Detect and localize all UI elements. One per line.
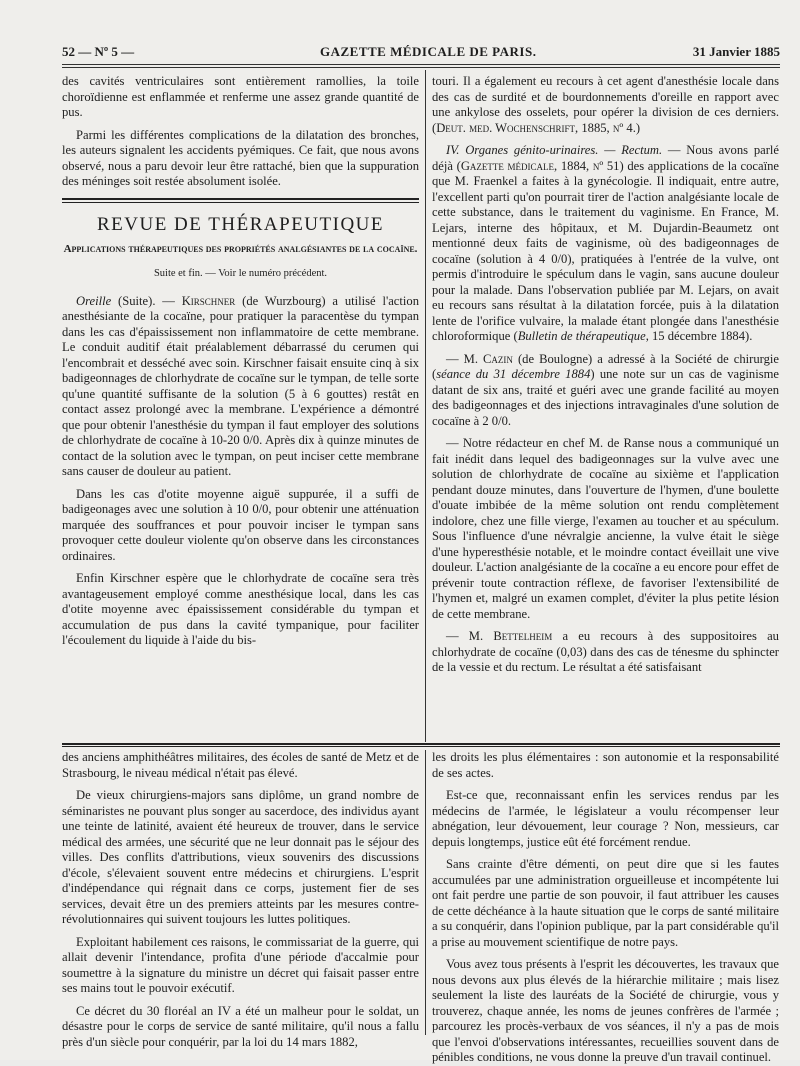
running-header (62, 44, 780, 62)
feuilleton-rule-thin (62, 746, 780, 747)
paragraph: Dans les cas d'otite moyenne aiguë suppurée, il a suffi de badigeonages avec une solution à 10 0/0, pour obtenir une atténuation marquée des souffrances et pour pouvoir inciser le tympan sans provoquer cette douleur violente qu'on observe dans les circonstances ordinaires. (62, 486, 419, 563)
author-name: Kirschner (181, 293, 236, 308)
author-name: Bettelheim (493, 629, 553, 643)
feuilleton-right-column (432, 750, 779, 1064)
paragraph: — M. Cazin (de Boulogne) a adressé à la Société de chirurgie (séance du 31 décembre 1884) une note sur un cas de vaginisme datant de six ans, traité et guéri avec une grande facilité au moyen des badigeonnages et des injections intravaginales d'une solution de cocaïne à 2 0/0. (432, 351, 779, 428)
right-column (432, 74, 779, 742)
paragraph: Oreille (Suite). — Kirschner (de Wurzbourg) a utilisé l'action anesthésiante de la cocaïne, pour pratiquer la paracentèse du tympan dans les cas d'épaississement non inflammatoire de cette membrane. Le conduit auditif était préalablement débarrassé du cerumen qui l'encombrait et desséché avec soin. Kirschner faisait ensuite cinq à six badigeonnages de chlorhydrate de cocaïne sur le tympan, de telle sorte qu'une quantité suffisante de la solution (5 à 6 gouttes) restât en contact assez prolongé avec la membrane. L'expérience a démontré que pour obtenir l'anesthésie du tympan il faut employer des solutions de chlorhydrate de cocaïne à 10-20 0/0. Après dix à quinze minutes de contact de la solution avec le tympan, on peut inciser cette membrane sans causer de douleur au patient. (62, 293, 419, 478)
continuation-note: Suite et fin. — Voir le numéro précédent. (153, 268, 328, 279)
paragraph: Sans crainte d'être démenti, on peut dire que si les fautes accumulées par une administration orgueilleuse et incompétente lui ont fait perdre une partie de son pouvoir, il faut attribuer les causes de cette déchéance à la haute situation que le corps de santé militaire a su conquérir, dans l'opinion publique, par la part considérable qu'il a prise au mouvement scientifique de notre pays. (432, 857, 779, 949)
subsection-heading: IV. Organes génito-urinaires. — Rectum. (446, 143, 663, 157)
column-divider (425, 70, 426, 742)
feuilleton-rule (62, 743, 780, 745)
paragraph: De vieux chirurgiens-majors sans diplôme, un grand nombre de séminaristes ne pouvant plus songer au sacerdoce, des individus ayant une teinte de latinité, avaient été heureux de trouver, dans le service médical des armées, une sécurité que ne leur donnait pas le séjour des villes. Des conflits d'attributions, vieux souvenirs des discussions d'école, s'élevaient souvent entre médecins et chirurgiens. L'esprit d'indépendance qui régnait dans ce corps, justement fier de ses services, devait être un des premiers atteints par les mesures contre-révolutionnaires qui suivent toujours les luttes politiques. (62, 788, 419, 926)
left-column (62, 74, 419, 742)
feuilleton-left-column (62, 750, 419, 1049)
citation: Gazette médicale, 1884, nº 51 (460, 158, 620, 173)
paragraph: Est-ce que, reconnaissant enfin les services rendus par les médecins de l'armée, le législateur a voulu récompenser leur abnégation, leur dévouement, leur courage ? Non, messieurs, car depuis longtemps, justice eût été forcément rendue. (432, 788, 779, 849)
paragraph: Enfin Kirschner espère que le chlorhydrate de cocaïne sera très avantageusement employé comme anesthésique local, dans les cas d'otite moyenne avec épaississement considérable du tympan et accumulation de pus dans la cavité tympanique, pour faciliter l'écoulement du liquide à l'aide du bis- (62, 571, 419, 647)
section-title: REVUE DE THÉRAPEUTIQUE (96, 213, 384, 235)
author-name: Cazin (483, 351, 513, 366)
issue-date: 31 Janvier 1885 (692, 44, 780, 59)
section-subtitle: Applications thérapeutiques des propriétés analgésiantes de la cocaïne. (63, 243, 418, 255)
paragraph: Parmi les différentes complications de la dilatation des bronches, les auteurs signalent les accidents pyémiques. Ce fait, que nous avons observé, nous a paru devoir leur être rattaché, bien que la suppuration des méninges soit restée absolument isolée. (62, 127, 419, 188)
section-rule-thin (62, 202, 419, 203)
citation: Bulletin de thérapeutique (517, 329, 646, 343)
page-number: 52 — Nº 5 — (62, 44, 135, 59)
paragraph: les droits les plus élémentaires : son autonomie et la responsabilité de ses actes. (432, 750, 779, 780)
paragraph: des cavités ventriculaires sont entièrement ramollies, la toile choroïdienne est enflammée et renferme une assez grande quantité de pus. (62, 74, 419, 119)
column-divider-bottom (425, 750, 426, 1035)
header-rule-thin (62, 67, 780, 68)
header-rule (62, 64, 780, 65)
paragraph: touri. Il a également eu recours à cet agent d'anesthésie locale dans des cas de surdité et de bourdonnements d'oreille en rapport avec une ankylose des osselets, pour opérer la division de ces derniers. (Deut. med. Wochenschrift, 1885, nº 4.) (432, 74, 779, 135)
citation: Deut. med. Wochenschrift, 1885, nº 4 (436, 120, 633, 135)
paragraph: IV. Organes génito-urinaires. — Rectum. — Nous avons parlé déjà (Gazette médicale, 1884, nº 51) des applications de la cocaïne que M. Fraenkel a faites à la gynécologie. Il indiquait, entre autre, l'excellent parti qu'on pourrait tirer de l'action analgésiante locale de cette substance, dans le traitement du vaginisme. En France, M. Lejars, interne des hôpitaux, et M. Dujardin-Beaumetz ont mentionné deux faits de vaginisme, où des badigeonnages de cocaïne (solution à 4 0/0), pratiquées à l'entrée de la vulve, ont permis d'introduire le spéculum dans le vagin, sans aucune douleur pour la malade. Dans l'observation publiée par M. Lejars, on avait eu recours sans résultat à la dilatation forcée, puis à la dilatation lente de l'orifice vulvaire, la malade étant plongée dans l'anesthésie chloroformique (Bulletin de thérapeutique, 15 décembre 1884). (432, 143, 780, 343)
paragraph: — M. Bettelheim a eu recours à des suppositoires au chlorhydrate de cocaïne (0,03) dans des cas de ténesme du sphincter de la vessie et du rectum. Le résultat a été satisfaisant (432, 629, 779, 674)
section-rule (62, 198, 419, 200)
paragraph: des anciens amphithéâtres militaires, des écoles de santé de Metz et de Strasbourg, le niveau médical n'était pas élevé. (62, 750, 419, 780)
paragraph: Vous avez tous présents à l'esprit les découvertes, les travaux que nous devons aux plus élevés de la hiérarchie militaire ; mais lisez seulement la liste des lauréats de la Société de chirurgie, vous y trouverez, chaque année, les noms de jeunes confrères de l'armée ; parcourez les procès-verbaux de vos séances, il n'y a pas de mois que l'envoi d'observations intéressantes, recueillies souvent dans de pénibles conditions, ne vous donne la preuve d'un travail continuel. (432, 957, 779, 1064)
paragraph: Ce décret du 30 floréal an IV a été un malheur pour le soldat, un désastre pour le corps de service de santé militaire, qu'il nous a fallu près d'un siècle pour conquérir, par la loi du 14 mars 1882, (62, 1003, 419, 1049)
paragraph: Exploitant habilement ces raisons, le commissariat de la guerre, qui allait devenir l'intendance, profita d'une période d'accalmie pour soumettre à la signature du ministre un décret qui faisait passer entre ses mains tout le pouvoir exécutif. (62, 934, 419, 995)
paragraph: — Notre rédacteur en chef M. de Ranse nous a communiqué un fait inédit dans lequel des badigeonnages sur la vulve avec une solution de chlorhydrate de cocaïne au sixième et l'application pendant douze minutes, dans l'ouverture de l'hymen, d'une boulette d'ouate imbibée de la même solution ont rendu complètement indolore, chez une fille vierge, l'examen au toucher et au spéculum. Sous l'influence d'une névralgie ancienne, la vulve était le siège d'une hyperesthésie notable, et le moindre contact éveillait une vive douleur. L'action analgésiante de la cocaïne a eu encore pour effet de prévenir toute contraction réflexe, de favoriser l'extensibilité de l'hymen et, malgré un examen complet, d'éviter la plus petite lésion de cette membrane. (432, 436, 779, 621)
topic-label: Oreille (76, 293, 112, 308)
citation: séance du 31 décembre 1884 (436, 367, 591, 381)
journal-title: GAZETTE MÉDICALE DE PARIS. (320, 44, 537, 59)
